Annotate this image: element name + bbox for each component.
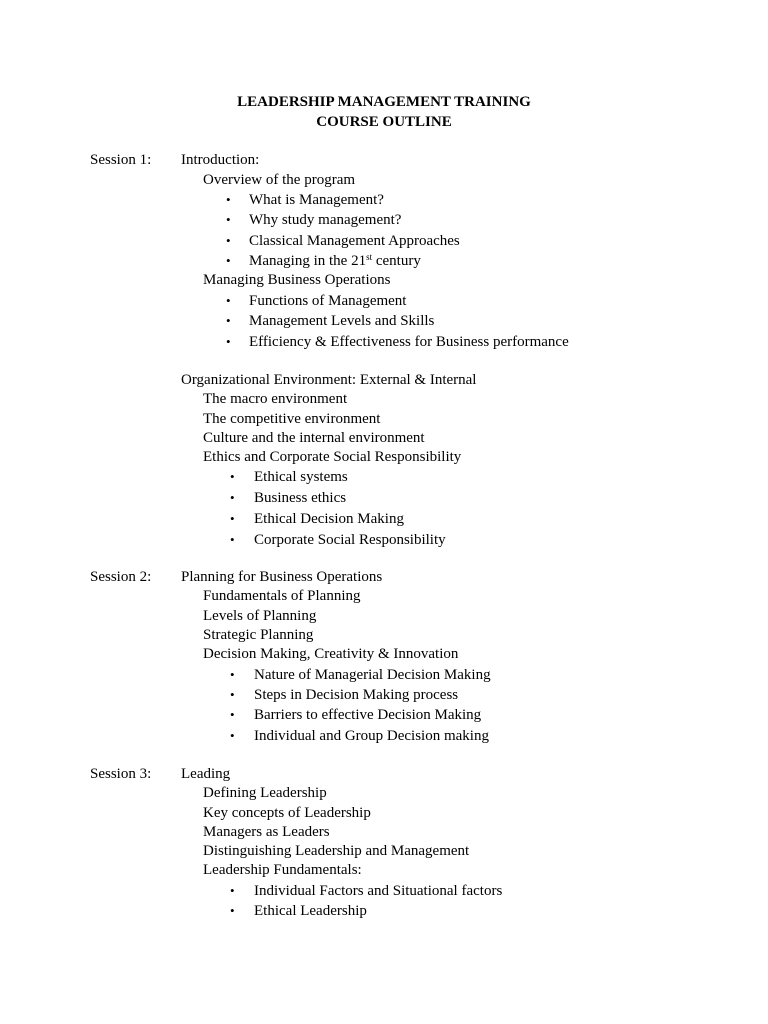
list-item: Steps in Decision Making process	[254, 687, 459, 703]
session-2-heading: Planning for Business Operations	[181, 569, 383, 585]
list-item: Functions of Management	[249, 293, 407, 309]
list-item: Barriers to effective Decision Making	[254, 707, 482, 723]
list-item: Corporate Social Responsibility	[254, 532, 446, 548]
bullet-icon: •	[230, 667, 235, 682]
list-item: Individual Factors and Situational factors	[254, 883, 503, 899]
leading-item: Leadership Fundamentals:	[203, 862, 362, 878]
bullet-icon: •	[230, 687, 235, 702]
list-item: Why study management?	[249, 212, 402, 228]
list-item: Efficiency & Effectiveness for Business performance	[249, 334, 569, 350]
list-item: Ethical Leadership	[254, 903, 367, 919]
bullet-icon: •	[226, 313, 231, 328]
list-item: Management Levels and Skills	[249, 313, 435, 329]
bullet-icon: •	[230, 469, 235, 484]
bullet-icon: •	[226, 212, 231, 227]
session-3-label: Session 3:	[90, 766, 152, 782]
bullet-icon: •	[226, 334, 231, 349]
operations-label: Managing Business Operations	[203, 272, 391, 288]
leading-item: Managers as Leaders	[203, 824, 330, 840]
session-3-heading: Leading	[181, 766, 231, 782]
list-item: Business ethics	[254, 490, 347, 506]
planning-item: Strategic Planning	[203, 627, 314, 643]
environment-item: Ethics and Corporate Social Responsibility	[203, 449, 462, 465]
list-item: Nature of Managerial Decision Making	[254, 667, 491, 683]
bullet-icon: •	[230, 707, 235, 722]
bullet-icon: •	[230, 490, 235, 505]
bullet-icon: •	[226, 253, 231, 268]
document-title: LEADERSHIP MANAGEMENT TRAINING	[237, 94, 531, 110]
leading-item: Defining Leadership	[203, 785, 327, 801]
bullet-icon: •	[226, 293, 231, 308]
session-1-label: Session 1:	[90, 152, 152, 168]
list-item: What is Management?	[249, 192, 384, 208]
list-item-managing-21st-century: Managing in the 21st century	[249, 252, 421, 269]
bullet-icon: •	[230, 532, 235, 547]
document-subtitle: COURSE OUTLINE	[316, 114, 452, 130]
leading-item: Distinguishing Leadership and Management	[203, 843, 470, 859]
bullet-icon: •	[226, 192, 231, 207]
planning-item: Decision Making, Creativity & Innovation	[203, 646, 459, 662]
bullet-icon: •	[230, 728, 235, 743]
overview-label: Overview of the program	[203, 172, 356, 188]
bullet-icon: •	[226, 233, 231, 248]
planning-item: Fundamentals of Planning	[203, 588, 361, 604]
list-item: Ethical systems	[254, 469, 348, 485]
leading-item: Key concepts of Leadership	[203, 805, 371, 821]
list-item: Individual and Group Decision making	[254, 728, 489, 744]
list-item: Ethical Decision Making	[254, 511, 404, 527]
planning-item: Levels of Planning	[203, 608, 317, 624]
bullet-icon: •	[230, 903, 235, 918]
environment-item: The competitive environment	[203, 411, 381, 427]
session-1-heading: Introduction:	[181, 152, 260, 168]
list-item: Classical Management Approaches	[249, 233, 460, 249]
bullet-icon: •	[230, 883, 235, 898]
environment-item: The macro environment	[203, 391, 348, 407]
environment-item: Culture and the internal environment	[203, 430, 425, 446]
bullet-icon: •	[230, 511, 235, 526]
session-2-label: Session 2:	[90, 569, 152, 585]
environment-heading: Organizational Environment: External & Internal	[181, 372, 477, 388]
